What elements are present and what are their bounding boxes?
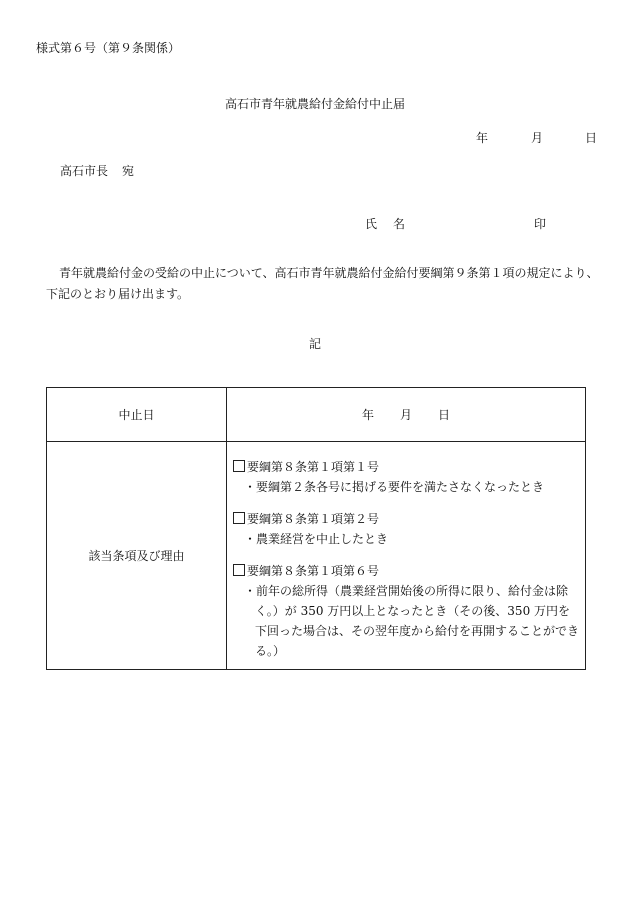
- reason-options: [227, 442, 586, 670]
- addressee: [60, 163, 134, 179]
- reason-description: ・農業経営を中止したとき: [244, 532, 389, 546]
- checkbox[interactable]: [233, 564, 245, 576]
- signature-name-label-2[interactable]: 名: [393, 217, 406, 231]
- checkbox[interactable]: [233, 460, 245, 472]
- reason-clause: 要綱第８条第１項第６号: [247, 564, 380, 578]
- reason-item: [233, 509, 579, 549]
- body-paragraph: 青年就農給付金の受給の中止について、高石市青年就農給付金給付要綱第９条第１項の規定により、下記のとおり届け出ます。: [46, 266, 599, 301]
- stop-date-label: 中止日: [47, 388, 227, 442]
- stop-date-month: 月: [399, 408, 412, 422]
- reason-description: ・前年の総所得（農業経営開始後の所得に限り、給付金は除く。）が 350 万円以上となったとき（その後、350 万円を下回った場合は、その翌年度から給付を再開することができる。）: [244, 584, 580, 658]
- reason-item: [233, 561, 579, 661]
- form-number: 様式第６号（第９条関係）: [36, 41, 181, 55]
- reason-label: 該当条項及び理由: [47, 442, 227, 670]
- stop-date-row: [47, 388, 586, 442]
- addressee-name: 高石市長: [60, 164, 109, 178]
- date-month-label[interactable]: 月: [531, 131, 544, 145]
- detail-table: [46, 387, 586, 670]
- signature-seal-mark[interactable]: 印: [534, 217, 547, 231]
- date-day-label[interactable]: 日: [585, 131, 598, 145]
- addressee-honorific: 宛: [122, 164, 135, 178]
- reason-description: ・要綱第２条各号に掲げる要件を満たさなくなったとき: [244, 480, 545, 494]
- ki-heading: 記: [308, 337, 321, 351]
- stop-date-year: 年: [361, 408, 374, 422]
- date-year-label[interactable]: 年: [476, 131, 489, 145]
- reason-clause: 要綱第８条第１項第１号: [247, 460, 380, 474]
- reason-clause: 要綱第８条第１項第２号: [247, 512, 380, 526]
- stop-date-field[interactable]: [227, 388, 586, 442]
- reason-row: [47, 442, 586, 670]
- stop-date-day: 日: [438, 408, 451, 422]
- checkbox[interactable]: [233, 512, 245, 524]
- signature-name-label-1: 氏: [365, 217, 378, 231]
- reason-item: [233, 457, 579, 497]
- document-title: 高石市青年就農給付金給付中止届: [224, 97, 405, 111]
